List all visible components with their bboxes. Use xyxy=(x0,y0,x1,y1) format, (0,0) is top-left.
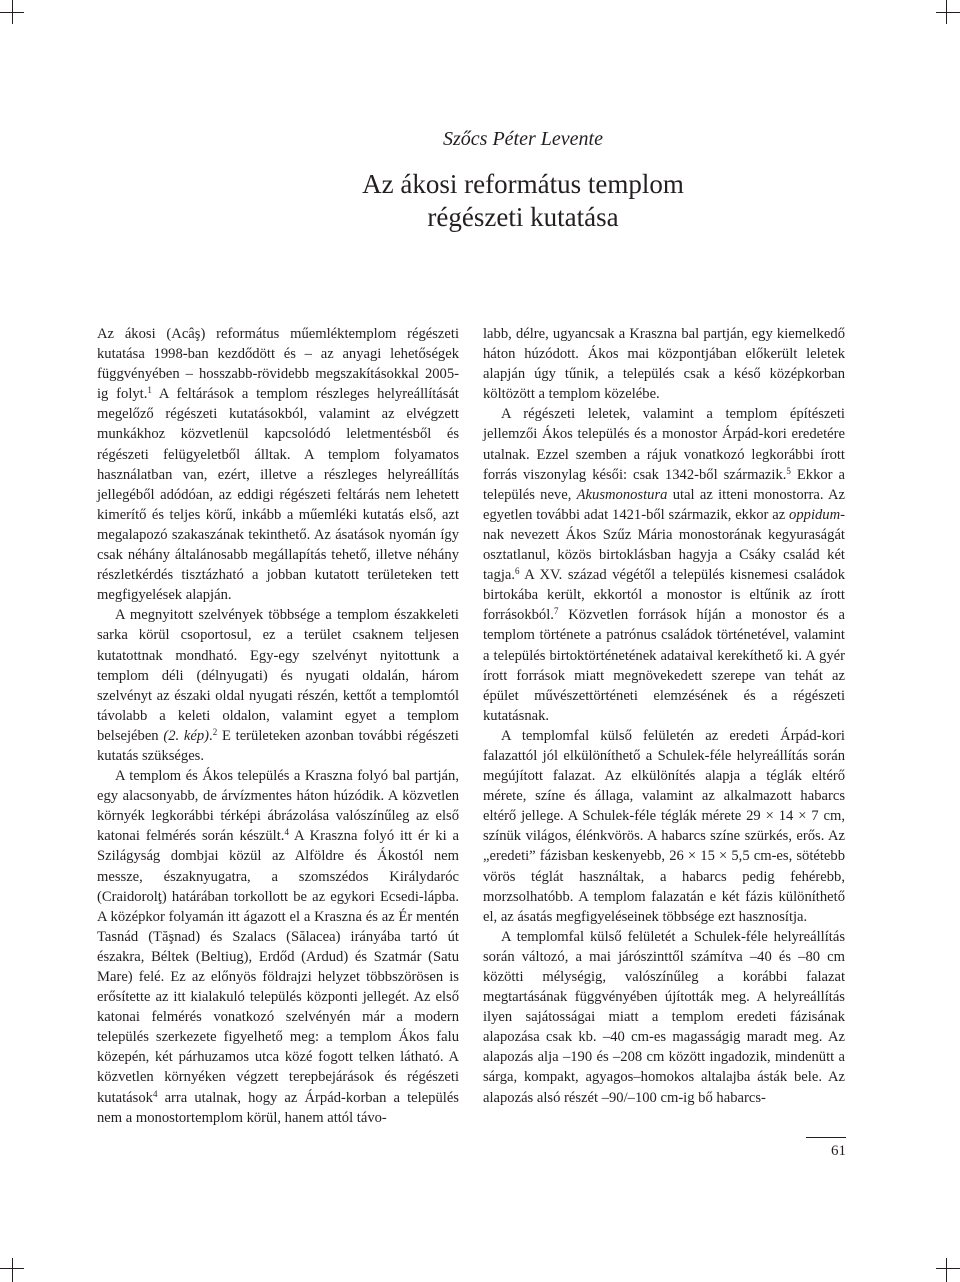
text-run: Közvetlen források híján a monostor és a templom története a patrónus családok történetével, valamint a település birtoktörténetének adataival kerekíthető ki. A gyér írott források miatt megnövekedett szerepe van tehát az épület művészettörténeti elemzésének és a régészeti kutatásnak. xyxy=(483,607,845,724)
crop-mark xyxy=(0,12,24,13)
crop-mark xyxy=(946,1258,947,1282)
figure-reference: (2. kép) xyxy=(163,727,210,744)
title-line-1: Az ákosi református templom xyxy=(362,169,684,199)
crop-mark xyxy=(936,12,960,13)
text-run: A templom és Ákos település a Kraszna folyó bal partján, egy alacsonyabb, de árvízmentes háton húzódik. A közvetlen környék legkorábbi térképi ábrázolása valószínűleg az első katonai felmérés során készült. xyxy=(97,768,459,845)
text-run: arra utalnak, hogy az Árpád-korban a település nem a monostortemplom körül, hanem attól távo- xyxy=(97,1089,459,1126)
footnote-ref: 2 xyxy=(212,726,218,737)
paragraph: A templomfal külső felületén az eredeti Árpád-kori falazattól jól elkülöníthető a Schulek-féle helyreállítás során megújított falazat. Az elkülönítés alapja a téglák eltérő mérete, színe és állaga, valamint az alkalmazott habarcs eltérő jellege. A Schulek-féle téglák mérete 29 × 14 × 7 cm, színük világos, élénkvörös. A habarcs színe szürkés, erős. Az „eredeti” fázisban keskenyebb, 26 × 15 × 5,5 cm-es, sötétebb vörös téglát használtak, a habarcs pedig fehérebb, morzsolhatóbb. A templom falazatán e két fázis különíthető el, az ásatás megfigyeléseinek többsége ezt hasznosítja. xyxy=(483,727,845,925)
footnote-ref: 1 xyxy=(147,385,152,396)
text-run: Ekkor a település neve, xyxy=(483,466,845,503)
paragraph xyxy=(483,404,845,726)
paragraph-continuation: labb, délre, ugyancsak a Kraszna bal partján, egy kiemelkedő háton húzódott. Ákos mai központjában előkerült leletek alapján úgy tűnik, a település csak a késő középkorban költözött a templom közelébe. xyxy=(483,326,845,403)
footnote-ref: 4 xyxy=(152,1088,158,1099)
footnote-ref: 4 xyxy=(284,827,289,838)
text-run: utal az itteni monostorra. Az egyetlen további adat 1421-ből származik, ekkor az xyxy=(483,486,845,523)
text-run: E területeken azonban további régészeti kutatás szükséges. xyxy=(97,727,459,764)
paragraph xyxy=(97,324,459,605)
text-run: . xyxy=(209,727,213,744)
footnote-ref: 5 xyxy=(786,465,791,476)
right-column xyxy=(483,324,845,1108)
text-run: A régészeti leletek, valamint a templom építészeti jellemzői Ákos település és a monostor Árpád-kori eredetére utalnak. Ezzel szemben a rájuk vonatkozó legkorábbi írott forrás viszonylag késői: csak 1342-ből származik. xyxy=(483,406,845,483)
text-run: Az ákosi (Acâş) református műemléktemplom régészeti kutatása 1998-ban kezdődött és – az anyagi lehetőségek függvényében – hosszabb-rövidebb megszakításokkal 2005-ig folyt. xyxy=(97,326,459,403)
paragraph xyxy=(97,766,459,1128)
text-run: A XV. század végétől a település kisnemesi családok birtokába került, ekkortól a monostor is eltűnik az írott forrásokból. xyxy=(483,567,845,624)
crop-mark xyxy=(12,1258,13,1282)
latin-term: Akusmonostura xyxy=(576,486,668,503)
footnote-ref: 7 xyxy=(553,606,559,617)
text-run: -nak nevezett Ákos Szűz Mária monostorának kegyuraságát osztatlanul, közös birtoklásban hagyja a Csáky család két tagja. xyxy=(483,506,845,584)
title-line-2: régészeti kutatása xyxy=(427,202,619,232)
page-number: 61 xyxy=(831,1143,846,1159)
left-column xyxy=(97,324,459,1128)
article-title xyxy=(86,168,960,234)
footer-rule xyxy=(806,1137,846,1138)
footnote-ref: 6 xyxy=(515,566,520,577)
crop-mark xyxy=(0,1268,24,1269)
author-name: Szőcs Péter Levente xyxy=(443,128,603,150)
paragraph: A templomfal külső felületét a Schulek-féle helyreállítás során változó, a mai járószinttől számítva –40 és –80 cm közötti mélységig, valószínűleg a korábbi falazat megtartásának függvényében újították meg. A helyreállítás ilyen sajátosságai miatt a templom eredeti fázisának alapozása csak kb. –40 cm-es magasságig maradt meg. Az alapozás alja –190 és –208 cm között ingadozik, mindenütt a sárga, kompakt, agyagos–homokos altalajba ásták bele. Az alapozás alsó részét –90/–100 cm-ig bő habarcs- xyxy=(483,928,845,1106)
text-run: A megnyitott szelvények többsége a templom északkeleti sarka körül csoportosul, ez a terület csaknem teljesen kutatottnak mondható. Egy-egy szelvényt nyitottunk a templom déli (délnyugati) és nyugati oldalán, három szelvényt az északi oldal nyugati részén, kettőt a templomtól távolabb a keleti oldalon, valamint egyet a templom belsejében xyxy=(97,607,459,744)
text-run: A Kraszna folyó itt ér ki a Szilágyság dombjai közül az Alföldre és Ákostól nem messze, északnyugatra, a szomszédos Királydaróc (Craidorolţ) határában torkollott be az egykori Ecsedi-lápba. A középkor folyamán itt ágazott el a Kraszna és az Ér mentén Tasnád (Tăşnad) és Szalacs (Sălacea) irányába tartó út északra, Béltek (Beltiug), Erdőd (Ardud) és Szatmár (Satu Mare) felé. Ez az előnyös földrajzi helyzet többszörösen is erősítette az itt kialakuló település központi jellegét. Az első katonai felmérés vonatkozó szelvényén már a modern település szerkezete figyelhető meg: a templom Ákos falu közepén, két párhuzamos utca közé fogott telken látható. A közvetlen környéken végzett terepbejárások és régészeti kutatások xyxy=(97,828,459,1106)
text-run: A feltárások a templom részleges helyreállítását megelőző régészeti kutatásokból, valamint az elvégzett munkákhoz közvetlenül kapcsolódó leletmentésből és régészeti felügyeletből álltak. A templom folyamatos használatban van, ezért, illetve a részleges helyreállítás jellegéből adódóan, az eddigi régészeti feltárás nem lehetett kimerítő és teljes körű, inkább a műemléki kutatás első, azt megalapozó szakaszának tekinthető. Az ásatások nyomán így csak néhány általánosabb megállapítás tehető, illetve néhány részletkérdés tisztázható a jobban kutatott területeken tett megfigyelések alapján. xyxy=(97,386,459,604)
paragraph xyxy=(97,605,459,766)
latin-term: oppidum xyxy=(789,506,841,523)
crop-mark xyxy=(936,1268,960,1269)
